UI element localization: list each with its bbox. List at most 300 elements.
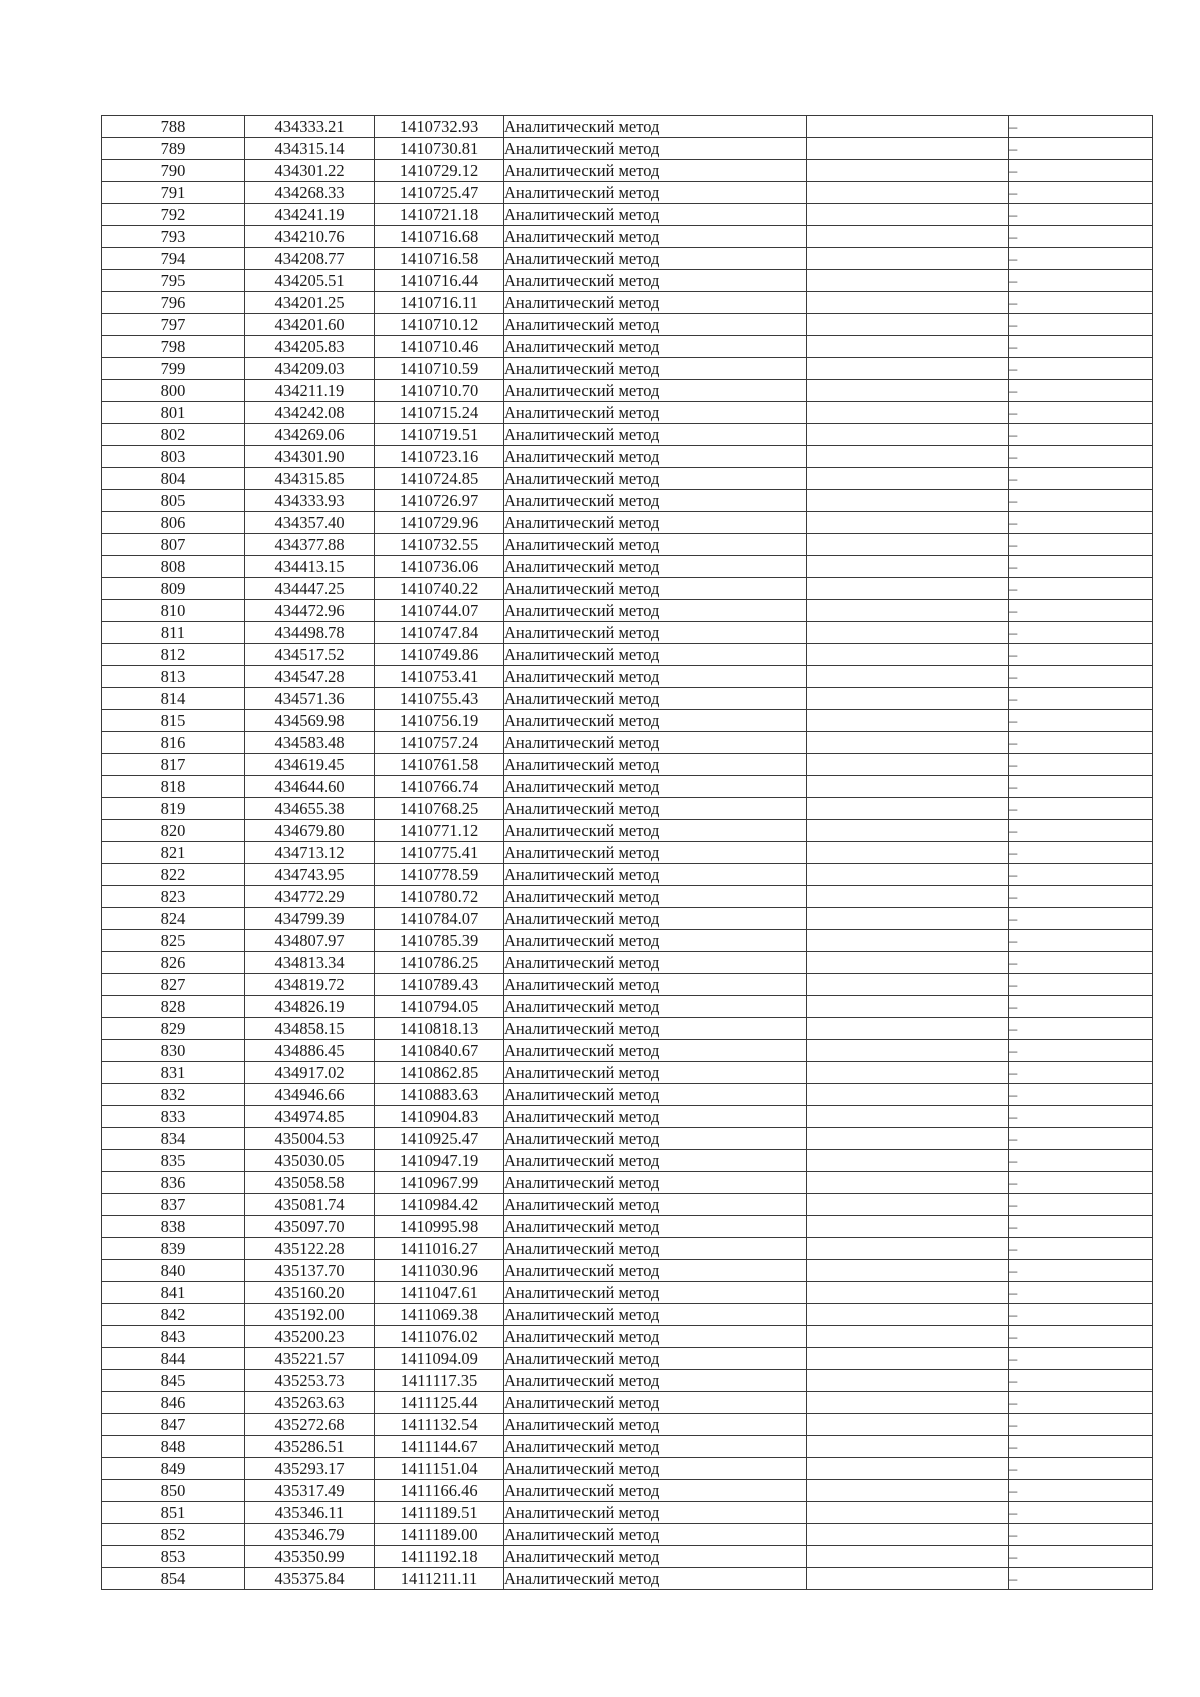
point-number-cell: 836: [102, 1172, 245, 1194]
dash-cell: –: [1009, 226, 1153, 248]
empty-cell: [807, 1194, 1009, 1216]
dash-cell: –: [1009, 1414, 1153, 1436]
dash-cell: –: [1009, 1370, 1153, 1392]
table-row: [102, 776, 1153, 798]
dash-cell: –: [1009, 1172, 1153, 1194]
empty-cell: [807, 952, 1009, 974]
method-cell: Аналитический метод: [504, 1546, 807, 1568]
method-cell: Аналитический метод: [504, 798, 807, 820]
empty-cell: [807, 1172, 1009, 1194]
method-cell: Аналитический метод: [504, 600, 807, 622]
point-number-cell: 839: [102, 1238, 245, 1260]
empty-cell: [807, 1392, 1009, 1414]
point-number-cell: 811: [102, 622, 245, 644]
dash-cell: –: [1009, 1282, 1153, 1304]
y-coordinate-cell: 1410755.43: [375, 688, 504, 710]
y-coordinate-cell: 1410904.83: [375, 1106, 504, 1128]
point-number-cell: 828: [102, 996, 245, 1018]
y-coordinate-cell: 1411166.46: [375, 1480, 504, 1502]
method-cell: Аналитический метод: [504, 1568, 807, 1590]
x-coordinate-cell: 435122.28: [245, 1238, 375, 1260]
dash-cell: –: [1009, 1502, 1153, 1524]
y-coordinate-cell: 1410716.44: [375, 270, 504, 292]
x-coordinate-cell: 434205.51: [245, 270, 375, 292]
empty-cell: [807, 1326, 1009, 1348]
dash-cell: –: [1009, 952, 1153, 974]
method-cell: Аналитический метод: [504, 402, 807, 424]
point-number-cell: 808: [102, 556, 245, 578]
table-row: [102, 1040, 1153, 1062]
table-row: [102, 1546, 1153, 1568]
dash-cell: –: [1009, 644, 1153, 666]
point-number-cell: 807: [102, 534, 245, 556]
x-coordinate-cell: 435293.17: [245, 1458, 375, 1480]
empty-cell: [807, 358, 1009, 380]
empty-cell: [807, 556, 1009, 578]
x-coordinate-cell: 434413.15: [245, 556, 375, 578]
dash-cell: –: [1009, 1568, 1153, 1590]
empty-cell: [807, 644, 1009, 666]
dash-cell: –: [1009, 1062, 1153, 1084]
empty-cell: [807, 424, 1009, 446]
method-cell: Аналитический метод: [504, 1194, 807, 1216]
point-number-cell: 831: [102, 1062, 245, 1084]
table-row: [102, 512, 1153, 534]
empty-cell: [807, 1106, 1009, 1128]
point-number-cell: 822: [102, 864, 245, 886]
method-cell: Аналитический метод: [504, 578, 807, 600]
empty-cell: [807, 1282, 1009, 1304]
coordinates-table-body: [102, 116, 1153, 1590]
table-row: [102, 314, 1153, 336]
point-number-cell: 819: [102, 798, 245, 820]
x-coordinate-cell: 434644.60: [245, 776, 375, 798]
empty-cell: [807, 248, 1009, 270]
dash-cell: –: [1009, 160, 1153, 182]
method-cell: Аналитический метод: [504, 336, 807, 358]
x-coordinate-cell: 435160.20: [245, 1282, 375, 1304]
point-number-cell: 820: [102, 820, 245, 842]
method-cell: Аналитический метод: [504, 688, 807, 710]
x-coordinate-cell: 434974.85: [245, 1106, 375, 1128]
y-coordinate-cell: 1410747.84: [375, 622, 504, 644]
table-row: [102, 1260, 1153, 1282]
table-row: [102, 644, 1153, 666]
y-coordinate-cell: 1410730.81: [375, 138, 504, 160]
method-cell: Аналитический метод: [504, 666, 807, 688]
dash-cell: –: [1009, 1326, 1153, 1348]
y-coordinate-cell: 1410789.43: [375, 974, 504, 996]
point-number-cell: 832: [102, 1084, 245, 1106]
method-cell: Аналитический метод: [504, 776, 807, 798]
point-number-cell: 788: [102, 116, 245, 138]
method-cell: Аналитический метод: [504, 1106, 807, 1128]
y-coordinate-cell: 1410757.24: [375, 732, 504, 754]
x-coordinate-cell: 435081.74: [245, 1194, 375, 1216]
x-coordinate-cell: 434205.83: [245, 336, 375, 358]
dash-cell: –: [1009, 468, 1153, 490]
table-row: [102, 336, 1153, 358]
dash-cell: –: [1009, 908, 1153, 930]
y-coordinate-cell: 1410947.19: [375, 1150, 504, 1172]
table-row: [102, 1172, 1153, 1194]
x-coordinate-cell: 434813.34: [245, 952, 375, 974]
x-coordinate-cell: 434357.40: [245, 512, 375, 534]
empty-cell: [807, 908, 1009, 930]
x-coordinate-cell: 435058.58: [245, 1172, 375, 1194]
dash-cell: –: [1009, 1194, 1153, 1216]
point-number-cell: 791: [102, 182, 245, 204]
x-coordinate-cell: 434946.66: [245, 1084, 375, 1106]
empty-cell: [807, 1260, 1009, 1282]
point-number-cell: 792: [102, 204, 245, 226]
empty-cell: [807, 710, 1009, 732]
x-coordinate-cell: 434917.02: [245, 1062, 375, 1084]
dash-cell: –: [1009, 380, 1153, 402]
table-row: [102, 270, 1153, 292]
y-coordinate-cell: 1410732.55: [375, 534, 504, 556]
dash-cell: –: [1009, 974, 1153, 996]
point-number-cell: 796: [102, 292, 245, 314]
table-row: [102, 622, 1153, 644]
method-cell: Аналитический метод: [504, 512, 807, 534]
dash-cell: –: [1009, 754, 1153, 776]
y-coordinate-cell: 1411144.67: [375, 1436, 504, 1458]
point-number-cell: 824: [102, 908, 245, 930]
method-cell: Аналитический метод: [504, 138, 807, 160]
table-row: [102, 1282, 1153, 1304]
dash-cell: –: [1009, 1216, 1153, 1238]
method-cell: Аналитический метод: [504, 226, 807, 248]
dash-cell: –: [1009, 1392, 1153, 1414]
x-coordinate-cell: 434569.98: [245, 710, 375, 732]
y-coordinate-cell: 1410840.67: [375, 1040, 504, 1062]
x-coordinate-cell: 434619.45: [245, 754, 375, 776]
empty-cell: [807, 666, 1009, 688]
dash-cell: –: [1009, 710, 1153, 732]
y-coordinate-cell: 1410710.46: [375, 336, 504, 358]
table-row: [102, 1128, 1153, 1150]
empty-cell: [807, 820, 1009, 842]
y-coordinate-cell: 1410744.07: [375, 600, 504, 622]
table-row: [102, 908, 1153, 930]
empty-cell: [807, 732, 1009, 754]
x-coordinate-cell: 435375.84: [245, 1568, 375, 1590]
point-number-cell: 812: [102, 644, 245, 666]
method-cell: Аналитический метод: [504, 1436, 807, 1458]
method-cell: Аналитический метод: [504, 116, 807, 138]
y-coordinate-cell: 1410721.18: [375, 204, 504, 226]
table-row: [102, 226, 1153, 248]
point-number-cell: 800: [102, 380, 245, 402]
point-number-cell: 802: [102, 424, 245, 446]
method-cell: Аналитический метод: [504, 1172, 807, 1194]
table-row: [102, 1370, 1153, 1392]
x-coordinate-cell: 434201.25: [245, 292, 375, 314]
table-row: [102, 930, 1153, 952]
empty-cell: [807, 226, 1009, 248]
empty-cell: [807, 1238, 1009, 1260]
point-number-cell: 829: [102, 1018, 245, 1040]
method-cell: Аналитический метод: [504, 1018, 807, 1040]
method-cell: Аналитический метод: [504, 1348, 807, 1370]
empty-cell: [807, 1524, 1009, 1546]
table-row: [102, 1524, 1153, 1546]
y-coordinate-cell: 1410729.96: [375, 512, 504, 534]
empty-cell: [807, 600, 1009, 622]
x-coordinate-cell: 434208.77: [245, 248, 375, 270]
method-cell: Аналитический метод: [504, 380, 807, 402]
table-row: [102, 1150, 1153, 1172]
method-cell: Аналитический метод: [504, 930, 807, 952]
method-cell: Аналитический метод: [504, 292, 807, 314]
empty-cell: [807, 292, 1009, 314]
method-cell: Аналитический метод: [504, 1502, 807, 1524]
y-coordinate-cell: 1410984.42: [375, 1194, 504, 1216]
dash-cell: –: [1009, 578, 1153, 600]
y-coordinate-cell: 1411047.61: [375, 1282, 504, 1304]
empty-cell: [807, 622, 1009, 644]
dash-cell: –: [1009, 996, 1153, 1018]
x-coordinate-cell: 434807.97: [245, 930, 375, 952]
dash-cell: –: [1009, 842, 1153, 864]
point-number-cell: 841: [102, 1282, 245, 1304]
dash-cell: –: [1009, 512, 1153, 534]
empty-cell: [807, 1546, 1009, 1568]
dash-cell: –: [1009, 248, 1153, 270]
method-cell: Аналитический метод: [504, 314, 807, 336]
dash-cell: –: [1009, 182, 1153, 204]
point-number-cell: 826: [102, 952, 245, 974]
y-coordinate-cell: 1410761.58: [375, 754, 504, 776]
table-row: [102, 1106, 1153, 1128]
table-row: [102, 842, 1153, 864]
point-number-cell: 845: [102, 1370, 245, 1392]
x-coordinate-cell: 434826.19: [245, 996, 375, 1018]
empty-cell: [807, 314, 1009, 336]
point-number-cell: 834: [102, 1128, 245, 1150]
point-number-cell: 813: [102, 666, 245, 688]
point-number-cell: 806: [102, 512, 245, 534]
y-coordinate-cell: 1410732.93: [375, 116, 504, 138]
x-coordinate-cell: 435004.53: [245, 1128, 375, 1150]
dash-cell: –: [1009, 424, 1153, 446]
method-cell: Аналитический метод: [504, 842, 807, 864]
method-cell: Аналитический метод: [504, 182, 807, 204]
method-cell: Аналитический метод: [504, 1040, 807, 1062]
dash-cell: –: [1009, 138, 1153, 160]
x-coordinate-cell: 435350.99: [245, 1546, 375, 1568]
y-coordinate-cell: 1410749.86: [375, 644, 504, 666]
y-coordinate-cell: 1410766.74: [375, 776, 504, 798]
table-row: [102, 974, 1153, 996]
empty-cell: [807, 1128, 1009, 1150]
method-cell: Аналитический метод: [504, 1238, 807, 1260]
empty-cell: [807, 1436, 1009, 1458]
table-row: [102, 534, 1153, 556]
empty-cell: [807, 1304, 1009, 1326]
method-cell: Аналитический метод: [504, 1150, 807, 1172]
x-coordinate-cell: 435263.63: [245, 1392, 375, 1414]
method-cell: Аналитический метод: [504, 1326, 807, 1348]
point-number-cell: 803: [102, 446, 245, 468]
x-coordinate-cell: 435346.79: [245, 1524, 375, 1546]
y-coordinate-cell: 1411132.54: [375, 1414, 504, 1436]
table-row: [102, 292, 1153, 314]
empty-cell: [807, 446, 1009, 468]
point-number-cell: 816: [102, 732, 245, 754]
y-coordinate-cell: 1410785.39: [375, 930, 504, 952]
table-row: [102, 1502, 1153, 1524]
point-number-cell: 793: [102, 226, 245, 248]
point-number-cell: 818: [102, 776, 245, 798]
point-number-cell: 842: [102, 1304, 245, 1326]
empty-cell: [807, 1084, 1009, 1106]
table-row: [102, 468, 1153, 490]
point-number-cell: 801: [102, 402, 245, 424]
x-coordinate-cell: 435221.57: [245, 1348, 375, 1370]
table-row: [102, 446, 1153, 468]
point-number-cell: 815: [102, 710, 245, 732]
empty-cell: [807, 270, 1009, 292]
y-coordinate-cell: 1411094.09: [375, 1348, 504, 1370]
point-number-cell: 830: [102, 1040, 245, 1062]
empty-cell: [807, 930, 1009, 952]
x-coordinate-cell: 434713.12: [245, 842, 375, 864]
table-row: [102, 1414, 1153, 1436]
point-number-cell: 797: [102, 314, 245, 336]
table-row: [102, 820, 1153, 842]
empty-cell: [807, 380, 1009, 402]
y-coordinate-cell: 1410818.13: [375, 1018, 504, 1040]
y-coordinate-cell: 1410771.12: [375, 820, 504, 842]
table-row: [102, 1348, 1153, 1370]
point-number-cell: 794: [102, 248, 245, 270]
method-cell: Аналитический метод: [504, 952, 807, 974]
table-row: [102, 1458, 1153, 1480]
empty-cell: [807, 1480, 1009, 1502]
point-number-cell: 790: [102, 160, 245, 182]
y-coordinate-cell: 1410883.63: [375, 1084, 504, 1106]
point-number-cell: 821: [102, 842, 245, 864]
table-row: [102, 1436, 1153, 1458]
table-row: [102, 116, 1153, 138]
dash-cell: –: [1009, 1238, 1153, 1260]
dash-cell: –: [1009, 314, 1153, 336]
y-coordinate-cell: 1411189.00: [375, 1524, 504, 1546]
dash-cell: –: [1009, 1150, 1153, 1172]
dash-cell: –: [1009, 336, 1153, 358]
dash-cell: –: [1009, 534, 1153, 556]
empty-cell: [807, 336, 1009, 358]
x-coordinate-cell: 435272.68: [245, 1414, 375, 1436]
empty-cell: [807, 996, 1009, 1018]
method-cell: Аналитический метод: [504, 732, 807, 754]
table-row: [102, 490, 1153, 512]
x-coordinate-cell: 434377.88: [245, 534, 375, 556]
coordinates-table: [101, 115, 1153, 1590]
dash-cell: –: [1009, 622, 1153, 644]
y-coordinate-cell: 1411189.51: [375, 1502, 504, 1524]
point-number-cell: 799: [102, 358, 245, 380]
y-coordinate-cell: 1411069.38: [375, 1304, 504, 1326]
point-number-cell: 849: [102, 1458, 245, 1480]
table-row: [102, 864, 1153, 886]
point-number-cell: 847: [102, 1414, 245, 1436]
dash-cell: –: [1009, 688, 1153, 710]
dash-cell: –: [1009, 1524, 1153, 1546]
empty-cell: [807, 688, 1009, 710]
x-coordinate-cell: 434315.14: [245, 138, 375, 160]
table-row: [102, 1194, 1153, 1216]
method-cell: Аналитический метод: [504, 1392, 807, 1414]
dash-cell: –: [1009, 1260, 1153, 1282]
table-row: [102, 710, 1153, 732]
y-coordinate-cell: 1411151.04: [375, 1458, 504, 1480]
dash-cell: –: [1009, 358, 1153, 380]
y-coordinate-cell: 1410753.41: [375, 666, 504, 688]
table-row: [102, 380, 1153, 402]
point-number-cell: 835: [102, 1150, 245, 1172]
dash-cell: –: [1009, 1348, 1153, 1370]
table-row: [102, 732, 1153, 754]
empty-cell: [807, 578, 1009, 600]
table-row: [102, 1062, 1153, 1084]
dash-cell: –: [1009, 1106, 1153, 1128]
x-coordinate-cell: 434886.45: [245, 1040, 375, 1062]
empty-cell: [807, 1018, 1009, 1040]
x-coordinate-cell: 434333.21: [245, 116, 375, 138]
point-number-cell: 840: [102, 1260, 245, 1282]
method-cell: Аналитический метод: [504, 358, 807, 380]
dash-cell: –: [1009, 798, 1153, 820]
point-number-cell: 851: [102, 1502, 245, 1524]
x-coordinate-cell: 434301.90: [245, 446, 375, 468]
x-coordinate-cell: 434447.25: [245, 578, 375, 600]
table-row: [102, 1018, 1153, 1040]
y-coordinate-cell: 1410784.07: [375, 908, 504, 930]
dash-cell: –: [1009, 820, 1153, 842]
point-number-cell: 817: [102, 754, 245, 776]
y-coordinate-cell: 1410786.25: [375, 952, 504, 974]
table-row: [102, 556, 1153, 578]
point-number-cell: 843: [102, 1326, 245, 1348]
empty-cell: [807, 1040, 1009, 1062]
dash-cell: –: [1009, 490, 1153, 512]
x-coordinate-cell: 434583.48: [245, 732, 375, 754]
y-coordinate-cell: 1410710.59: [375, 358, 504, 380]
y-coordinate-cell: 1410925.47: [375, 1128, 504, 1150]
x-coordinate-cell: 434268.33: [245, 182, 375, 204]
x-coordinate-cell: 434241.19: [245, 204, 375, 226]
point-number-cell: 846: [102, 1392, 245, 1414]
dash-cell: –: [1009, 1084, 1153, 1106]
table-row: [102, 248, 1153, 270]
method-cell: Аналитический метод: [504, 974, 807, 996]
method-cell: Аналитический метод: [504, 1260, 807, 1282]
method-cell: Аналитический метод: [504, 534, 807, 556]
y-coordinate-cell: 1410725.47: [375, 182, 504, 204]
y-coordinate-cell: 1410778.59: [375, 864, 504, 886]
point-number-cell: 854: [102, 1568, 245, 1590]
point-number-cell: 837: [102, 1194, 245, 1216]
x-coordinate-cell: 434201.60: [245, 314, 375, 336]
x-coordinate-cell: 434242.08: [245, 402, 375, 424]
x-coordinate-cell: 434333.93: [245, 490, 375, 512]
table-row: [102, 424, 1153, 446]
method-cell: Аналитический метод: [504, 204, 807, 226]
method-cell: Аналитический метод: [504, 468, 807, 490]
